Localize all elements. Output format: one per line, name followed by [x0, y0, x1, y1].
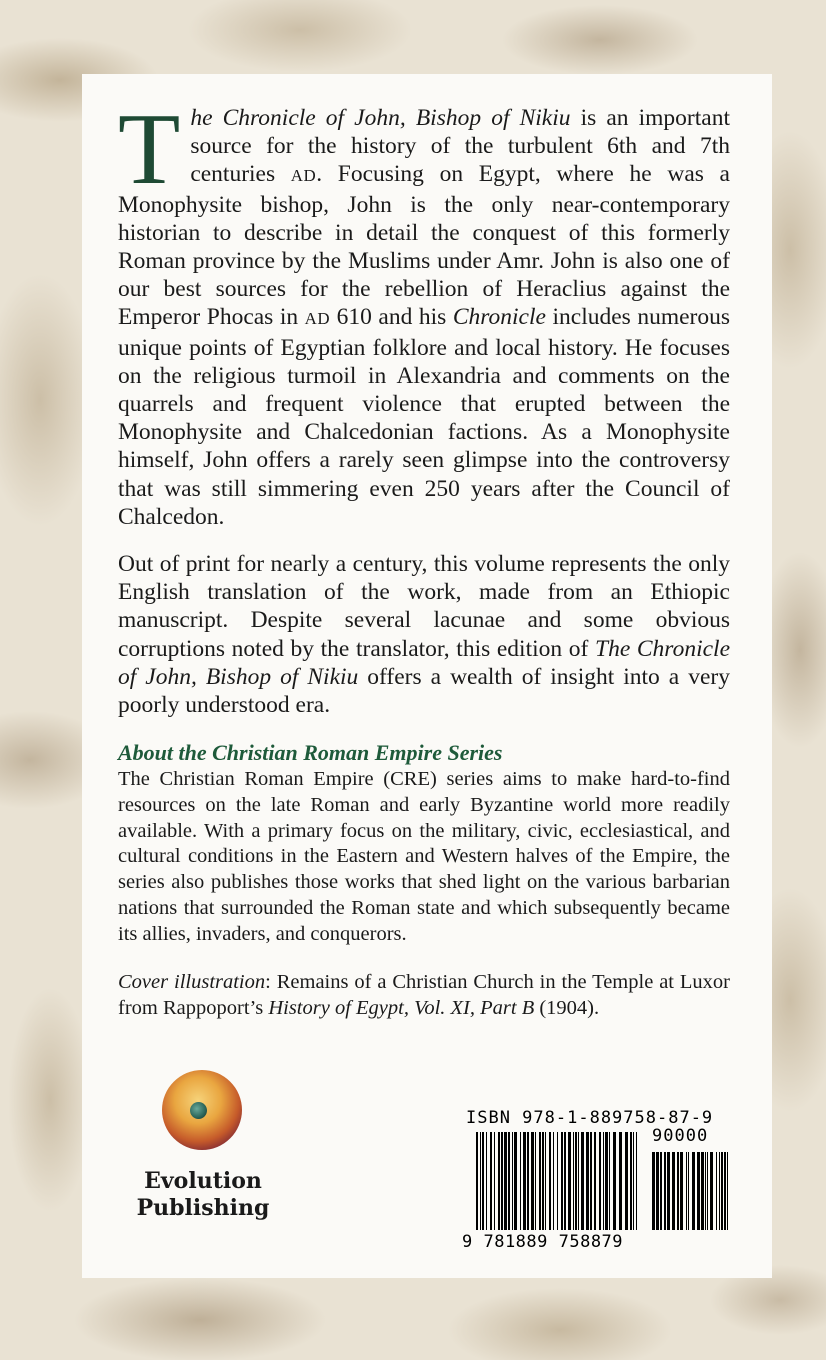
barcode-bar — [523, 1132, 526, 1230]
barcode-bar — [619, 1132, 622, 1230]
barcode-bar — [636, 1132, 637, 1230]
barcode-bar — [527, 1132, 529, 1230]
barcode-bar — [664, 1152, 666, 1230]
barcode-bar — [573, 1132, 574, 1230]
barcode-bar — [553, 1132, 554, 1230]
barcode-bar — [490, 1132, 492, 1230]
publisher-logo-icon — [162, 1070, 242, 1150]
barcode-bar — [545, 1132, 546, 1230]
isbn-barcode — [462, 1108, 730, 1260]
barcode-bar — [727, 1152, 728, 1230]
barcode-bar — [501, 1132, 503, 1230]
barcode-bar — [688, 1152, 689, 1230]
barcode-bar — [561, 1132, 563, 1230]
barcode-bar — [630, 1132, 632, 1230]
barcode-bar — [564, 1132, 566, 1230]
barcode-bar — [531, 1132, 534, 1230]
barcode-bar — [716, 1152, 717, 1230]
barcode-bar — [520, 1132, 521, 1230]
barcode-bar — [686, 1152, 687, 1230]
barcode-bar — [599, 1132, 601, 1230]
cover-illustration-credit: Cover illustration: Remains of a Christian Church in the Temple at Luxor from Rappoport’s History of Egypt, Vol. XI, Part B (1904). — [118, 971, 730, 1019]
barcode-bar — [586, 1132, 589, 1230]
barcode-bar — [724, 1152, 726, 1230]
description-paragraph-1: The Chronicle of John, Bishop of Nikiu is an important source for the history of the turbulent 6th and 7th centuries AD. Focusing on Egypt, where he was a Monophysite bishop, John is the only near-contemporary historian to describe in detail the conquest of this formerly Roman province by the Muslims under Amr. John is also one of our best sources for the rebellion of Heraclius against the Emperor Phocas in AD 610 and his Chronicle includes numerous unique points of Egyptian folklore and local history. He focuses on the religious turmoil in Alexandria and comments on the quarrels and frequent violence that erupted between the Monophysite and Chalcedonian factions. As a Monophysite himself, John offers a rarely seen glimpse into the controversy that was still simmering even 250 years after the Council of Chalcedon. — [118, 93, 731, 530]
barcode-bar — [476, 1132, 478, 1230]
barcode-bar — [677, 1152, 679, 1230]
isbn-label: ISBN 978-1-889758-87-9 — [466, 1108, 714, 1128]
barcode-bar — [719, 1152, 720, 1230]
series-description: The Christian Roman Empire (CRE) series aims to make hard-to-find resources on the late Roman and early Byzantine world more readily available. With a primary focus on the military, civic, ecclesiastical, and cultural conditions in the Eastern and Western halves of the Empire, the series also publishes those works that shed light on the various barbarian nations that surrounded the Roman state and which subsequently became its allies, invaders, and conquerors. — [118, 768, 730, 945]
barcode-bar — [721, 1152, 723, 1230]
barcode-bar — [613, 1132, 616, 1230]
barcode-bar — [557, 1132, 558, 1230]
drop-cap: T — [118, 93, 181, 206]
barcode-bar — [590, 1132, 592, 1230]
barcode-bar — [633, 1132, 634, 1230]
barcode-bar — [512, 1132, 513, 1230]
barcode-bars — [462, 1132, 730, 1236]
barcode-bar — [486, 1132, 487, 1230]
barcode-bar — [542, 1132, 544, 1230]
book-title: he Chronicle of John, Bishop of Nikiu — [190, 105, 571, 131]
barcode-bar — [578, 1132, 579, 1230]
barcode-bar — [652, 1152, 655, 1230]
barcode-bar — [494, 1132, 495, 1230]
logo-inner-dot — [190, 1102, 207, 1119]
barcode-bar — [680, 1152, 683, 1230]
barcode-bar — [539, 1132, 541, 1230]
barcode-bar — [705, 1152, 706, 1230]
barcode-bar — [625, 1132, 628, 1230]
barcode-bar — [568, 1132, 571, 1230]
barcode-bar — [535, 1132, 536, 1230]
barcode-bar — [498, 1132, 500, 1230]
barcode-bar — [508, 1132, 510, 1230]
book-title: The Chronicle of John, Bishop of Nikiu — [118, 635, 730, 690]
barcode-bar — [549, 1132, 551, 1230]
series-heading: About the Christian Roman Empire Series — [118, 740, 503, 765]
barcode-bar — [672, 1152, 675, 1230]
barcode-bar — [707, 1152, 708, 1230]
barcode-bar — [701, 1152, 704, 1230]
barcode-bar — [514, 1132, 517, 1230]
barcode-bar — [504, 1132, 507, 1230]
barcode-bar — [697, 1152, 700, 1230]
description-paragraph-2: Out of print for nearly a century, this volume represents the only English translation of the work, made from an Ethiopic manuscript. Despite several lacunae and some obvious corruptions noted by the translator, this edition of The Chronicle of John, Bishop of Nikiu offers a wealth of insight into a very poorly understood era. — [118, 551, 730, 719]
barcode-bar — [660, 1152, 662, 1230]
ean-digits: 9 781889 758879 — [462, 1232, 624, 1252]
barcode-bar — [656, 1152, 659, 1230]
barcode-bar — [482, 1132, 484, 1230]
barcode-bar — [609, 1132, 610, 1230]
barcode-bar — [605, 1132, 608, 1230]
barcode-bar — [692, 1152, 695, 1230]
barcode-bar — [575, 1132, 577, 1230]
barcode-bar — [594, 1132, 596, 1230]
price-code: 90000 — [652, 1126, 709, 1146]
barcode-bar — [710, 1152, 713, 1230]
barcode-bar — [667, 1152, 670, 1230]
barcode-bar — [581, 1132, 584, 1230]
barcode-bar — [480, 1132, 481, 1230]
barcode-bar — [603, 1132, 604, 1230]
publisher-name: Evolution Publishing — [136, 1168, 270, 1221]
